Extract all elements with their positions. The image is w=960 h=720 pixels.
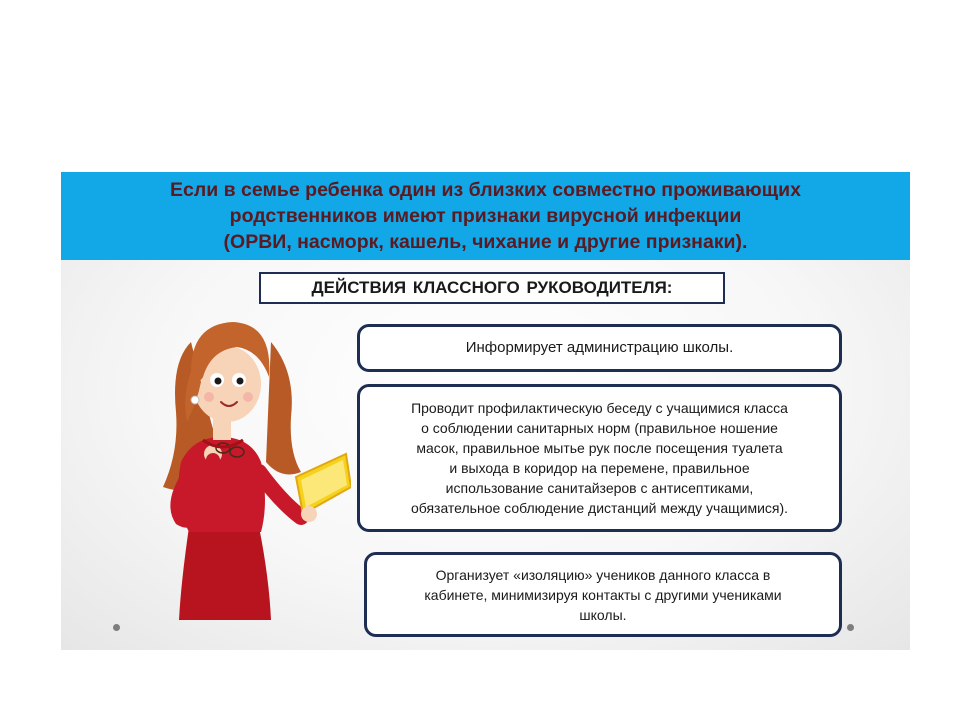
slide-panel [61,172,910,650]
header-band [61,172,910,260]
header-line-3: (ОРВИ, насморк, кашель, чихание и другие признаки). [223,231,748,253]
action-3-line-2: кабинете, минимизируя контакты с другими учениками [424,586,782,603]
action-2-line-6: обязательное соблюдение дистанций между учащимися). [410,500,789,516]
action-box-conversation [357,384,842,532]
action-3-line-3: школы. [579,606,627,623]
action-box-inform [357,324,842,372]
action-2-line-5: использование санитайзеров с антисептиками, [445,480,754,496]
action-2-line-2: о соблюдении санитарных норм (правильное ношение [421,420,778,436]
action-2-line-3: масок, правильное мытье рук после посещения туалета [416,440,783,456]
action-2-line-1: Проводит профилактическую беседу с учащимися класса [411,400,788,416]
decorative-dot-left [113,624,120,631]
section-title: ДЕЙСТВИЯ КЛАССНОГО РУКОВОДИТЕЛЯ: [259,272,725,304]
action-3-line-1: Организует «изоляцию» учеников данного класса в [435,566,771,583]
action-box-isolation [364,552,842,637]
decorative-dot-right [847,624,854,631]
action-2-line-4: и выхода в коридор на перемене, правильное [449,460,750,476]
header-text [61,177,910,255]
header-line-1: Если в семье ребенка один из близких совместно проживающих [170,179,801,201]
action-1-line-1: Информирует администрацию школы. [465,339,734,356]
teacher-with-book-illustration [151,302,351,622]
header-line-2: родственников имеют признаки вирусной инфекции [229,205,742,227]
